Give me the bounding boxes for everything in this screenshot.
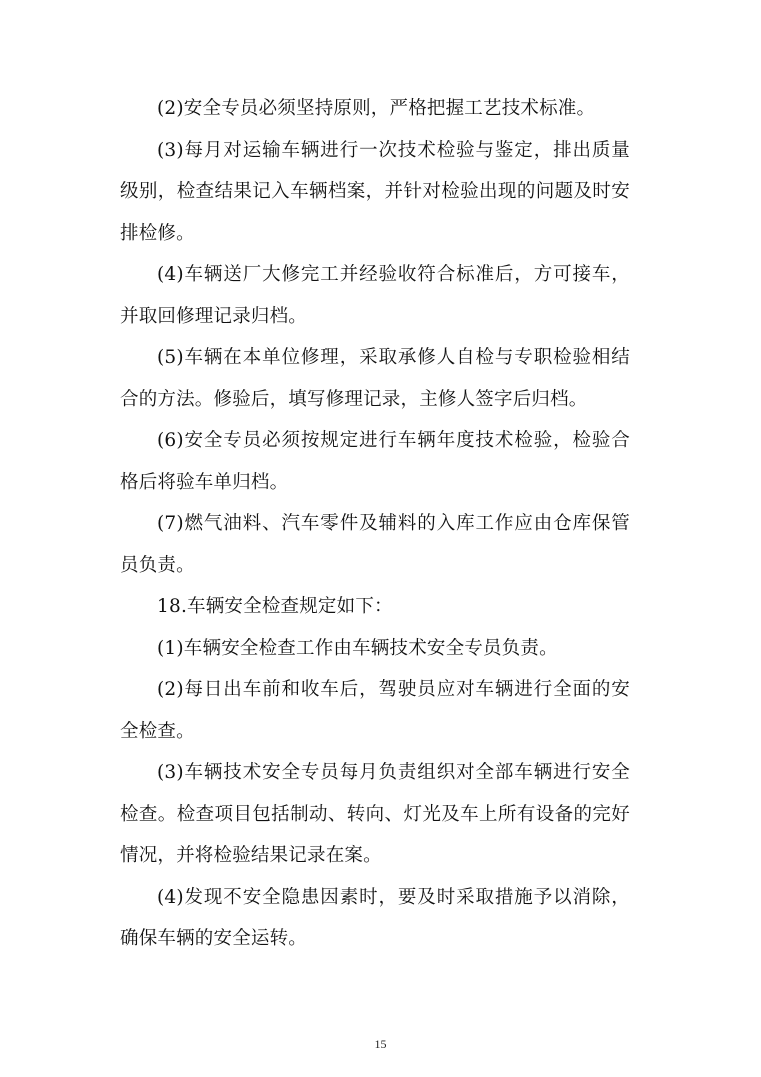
paragraph-7-warehouse: (7)燃气油料、汽车零件及辅料的入库工作应由仓库保管员负责。 bbox=[120, 513, 630, 576]
paragraph-18-3-monthly-check: (3)车辆技术安全专员每月负责组织对全部车辆进行安全检查。检查项目包括制动、转向、灯光及车上所有设备的完好情况，并将检验结果记录在案。 bbox=[120, 762, 630, 866]
paragraph-3-monthly-inspection: (3)每月对运输车辆进行一次技术检验与鉴定，排出质量级别，检查结果记入车辆档案，并针对检验出现的问题及时安排检修。 bbox=[120, 139, 630, 244]
paragraph-6-annual-inspection: (6)安全专员必须按规定进行车辆年度技术检验，检验合格后将验车单归档。 bbox=[120, 430, 630, 493]
paragraph-4-overhaul: (4)车辆送厂大修完工并经验收符合标准后，方可接车，并取回修理记录归档。 bbox=[120, 264, 630, 327]
paragraph-2-principle: (2)安全专员必须坚持原则，严格把握工艺技术标准。 bbox=[157, 98, 596, 119]
paragraph-5-local-repair: (5)车辆在本单位修理，采取承修人自检与专职检验相结合的方法。修验后，填写修理记录，主修人签字后归档。 bbox=[120, 347, 630, 410]
paragraph-18-2-daily-check: (2)每日出车前和收车后，驾驶员应对车辆进行全面的安全检查。 bbox=[120, 679, 630, 742]
document-body bbox=[120, 88, 630, 960]
paragraph-18-1-responsibility: (1)车辆安全检查工作由车辆技术安全专员负责。 bbox=[157, 637, 558, 659]
paragraph-18-4-hazard: (4)发现不安全隐患因素时，要及时采取措施予以消除，确保车辆的安全运转。 bbox=[120, 886, 630, 949]
section-18-heading: 18.车辆安全检查规定如下： bbox=[157, 596, 393, 617]
page-number: 15 bbox=[374, 1037, 387, 1051]
